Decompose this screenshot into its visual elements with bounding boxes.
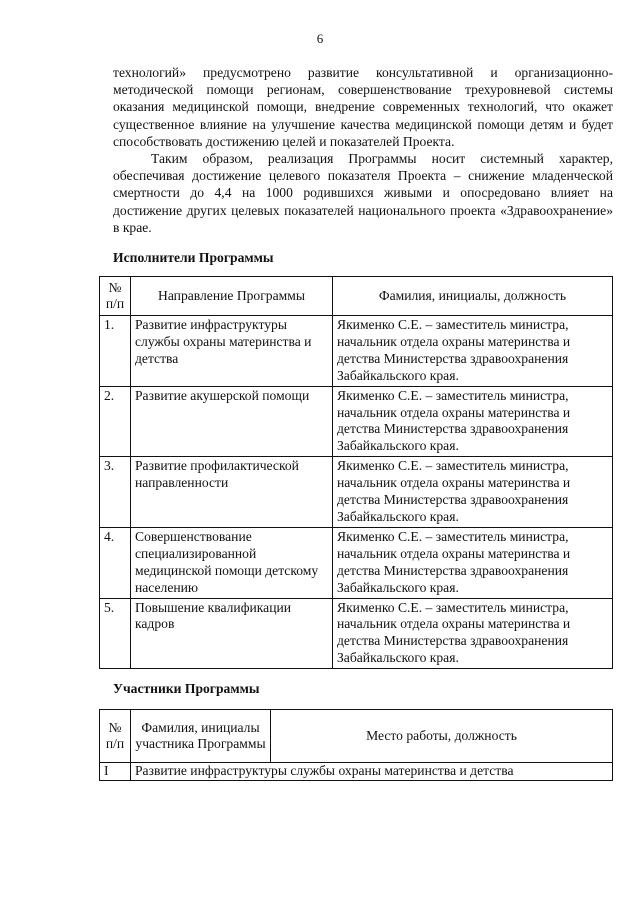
- participants-title: Участники Программы: [113, 681, 260, 696]
- header-participant-name: Фамилия, инициалы участника Программы: [131, 710, 271, 763]
- row-num: 3.: [100, 457, 131, 528]
- section-row: [100, 763, 613, 781]
- row-num: 4.: [100, 527, 131, 598]
- page-number: 6: [316, 31, 324, 46]
- header-person: Фамилия, инициалы, должность: [333, 277, 613, 316]
- executors-title: Исполнители Программы: [113, 250, 274, 265]
- table-row: [100, 457, 613, 528]
- summary-paragraph: Таким образом, реализация Программы носит системный характер, обеспечивая достижение целевого показателя Проекта – снижение младенческой смертности до 4,4 на 1000 родившихся живыми и опосредовано влияет на достижение других целевых показателей национального проекта «Здравоохранение» в крае.: [113, 151, 613, 235]
- row-num: 1.: [100, 316, 131, 387]
- row-person: Якименко С.Е. – заместитель министра, начальник отдела охраны материнства и детства Министерства здравоохранения Забайкальского края.: [333, 316, 613, 387]
- row-person: Якименко С.Е. – заместитель министра, начальник отдела охраны материнства и детства Министерства здравоохранения Забайкальского края.: [333, 527, 613, 598]
- row-person: Якименко С.Е. – заместитель министра, начальник отдела охраны материнства и детства Министерства здравоохранения Забайкальского края.: [333, 386, 613, 457]
- header-workplace: Место работы, должность: [271, 710, 613, 763]
- header-num: № п/п: [100, 710, 131, 763]
- row-direction: Развитие акушерской помощи: [131, 386, 333, 457]
- table-row: [100, 316, 613, 387]
- table-row: [100, 527, 613, 598]
- row-num: 5.: [100, 598, 131, 669]
- row-person: Якименко С.Е. – заместитель министра, начальник отдела охраны материнства и детства Министерства здравоохранения Забайкальского края.: [333, 598, 613, 669]
- section-row-text: Развитие инфраструктуры службы охраны материнства и детства: [131, 763, 613, 781]
- section-row-num: I: [100, 763, 131, 781]
- table-row: [100, 386, 613, 457]
- row-num: 2.: [100, 386, 131, 457]
- header-num: № п/п: [100, 277, 131, 316]
- row-person: Якименко С.Е. – заместитель министра, начальник отдела охраны материнства и детства Министерства здравоохранения Забайкальского края.: [333, 457, 613, 528]
- row-direction: Развитие инфраструктуры службы охраны материнства и детства: [131, 316, 333, 387]
- row-direction: Повышение квалификации кадров: [131, 598, 333, 669]
- participants-table: [99, 709, 613, 781]
- row-direction: Совершенствование специализированной медицинской помощи детскому населению: [131, 527, 333, 598]
- participants-header-row: [100, 710, 613, 763]
- executors-header-row: [100, 277, 613, 316]
- executors-table: [99, 276, 613, 669]
- intro-paragraph: технологий» предусмотрено развитие консультативной и организационно-методической помощи регионам, совершенствование трехуровневой системы оказания медицинской помощи, внедрение современных технологий, что окажет существенное влияние на улучшение качества медицинской помощи детям и будет способствовать достижению целей и показателей Проекта.: [113, 65, 613, 149]
- table-row: [100, 598, 613, 669]
- row-direction: Развитие профилактической направленности: [131, 457, 333, 528]
- header-direction: Направление Программы: [131, 277, 333, 316]
